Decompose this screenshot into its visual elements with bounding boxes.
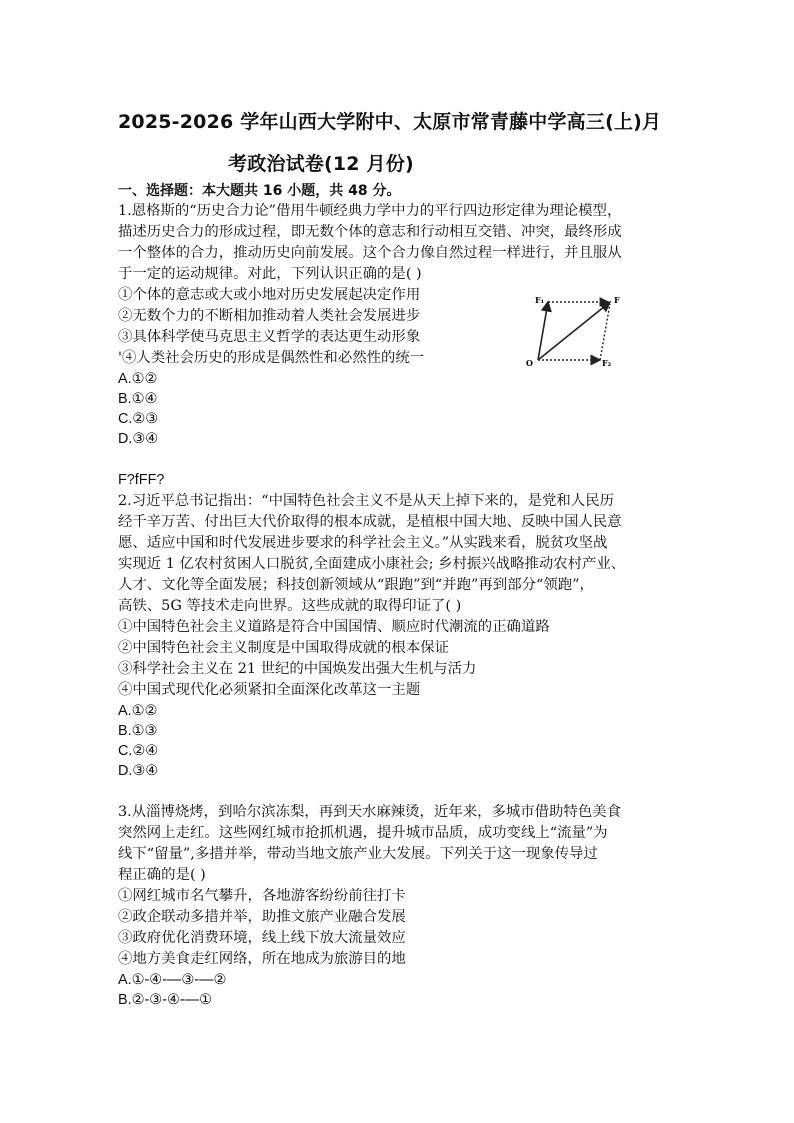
q2-statement: ④中国式现代化必须紧扣全面深化改革这一主题 <box>118 682 421 698</box>
q1-statement: '④人类社会历史的形成是偶然性和必然性的统一 <box>118 350 425 366</box>
section-heading: 一、选择题：本大题共 16 小题，共 48 分。 <box>118 183 401 199</box>
label-o: O <box>526 358 533 368</box>
label-f2: F₂ <box>602 358 612 368</box>
label-f1: F₁ <box>535 295 545 305</box>
q1-option-c: C.②③ <box>118 411 159 427</box>
q3-statement: ③政府优化消费环境，线上线下放大流量效应 <box>118 930 406 946</box>
q1-stem-line: 1.恩格斯的“历史合力论”借用牛顿经典力学中力的平行四边形定律为理论模型， <box>118 203 622 219</box>
q1-statement: ②无数个力的不断相加推动着人类社会发展进步 <box>118 308 421 324</box>
q2-option-c: C.②④ <box>118 743 159 759</box>
q2-stem-line: 2.习近平总书记指出：“中国特色社会主义不是从天上掉下来的，是党和人民历 <box>118 493 614 509</box>
stray-text: F?fFF? <box>118 472 165 488</box>
force-parallelogram-diagram <box>520 290 630 370</box>
force-f1-arrow <box>538 302 548 360</box>
q2-statement: ③科学社会主义在 21 世纪的中国焕发出强大生机与活力 <box>118 661 477 677</box>
q2-option-a: A.①② <box>118 703 158 719</box>
q2-stem-line: 高铁、5G 等技术走向世界。这些成就的取得印证了( ) <box>118 598 462 614</box>
q3-stem-line: 3.从淄博烧烤，到哈尔滨冻梨，再到天水麻辣烫，近年来，多城市借助特色美食 <box>118 804 622 820</box>
resultant-force-arrow <box>538 302 610 360</box>
q3-statement: ②政企联动多措并举，助推文旅产业融合发展 <box>118 909 406 925</box>
q2-stem-line: 愿、适应中国和时代发展进步要求的科学社会主义。”从实践来看，脱贫攻坚战 <box>118 535 608 551</box>
q1-stem-line: 一个整体的合力，推动历史向前发展。这个合力像自然过程一样进行，并且服从 <box>118 245 622 261</box>
q3-stem-line: 线下“留量”,多措并举，带动当地文旅产业大发展。下列关于这一现象传导过 <box>118 846 598 862</box>
q1-option-b: B.①④ <box>118 391 158 407</box>
q2-stem-line: 人才、文化等全面发展；科技创新领域从“跟跑”到“并跑”再到部分“领跑”， <box>118 577 594 593</box>
q1-option-a: A.①② <box>118 371 158 387</box>
label-f: F <box>614 295 620 305</box>
q3-stem-line: 突然网上走红。这些网红城市抢抓机遇，提升城市品质，成功变线上“流量”为 <box>118 825 608 841</box>
q3-statement: ④地方美食走红网络，所在地成为旅游目的地 <box>118 951 406 967</box>
q1-option-d: D.③④ <box>118 431 159 447</box>
q3-stem-line: 程正确的是( ) <box>118 867 206 883</box>
q3-statement: ①网红城市名气攀升，各地游客纷纷前往打卡 <box>118 888 406 904</box>
q2-statement: ①中国特色社会主义道路是符合中国国情、顺应时代潮流的正确道路 <box>118 619 550 635</box>
q2-option-d: D.③④ <box>118 763 159 779</box>
q2-stem-line: 实现近 1 亿农村贫困人口脱贫,全面建成小康社会; 乡村振兴战略推动农村产业、 <box>118 556 626 572</box>
exam-title-line-2: 考政治试卷(12 月份) <box>228 153 414 175</box>
q1-statement: ③具体科学使马克思主义哲学的表达更生动形象 <box>118 329 421 345</box>
exam-title-line-1: 2025-2026 学年山西大学附中、太原市常青藤中学高三(上)月 <box>118 111 662 133</box>
q2-stem-line: 经千辛万苦、付出巨大代价取得的根本成就，是植根中国大地、反映中国人民意 <box>118 514 622 530</box>
q3-option-a: A.①-④-—③-—② <box>118 972 227 988</box>
q1-stem-line: 于一定的运动规律。对此，下列认识正确的是( ) <box>118 266 422 282</box>
q3-option-b: B.②-③-④-—① <box>118 992 212 1008</box>
q1-stem-line: 描述历史合力的形成过程，即无数个体的意志和行动相互交错、冲突，最终形成 <box>118 224 622 240</box>
q1-statement: ①个体的意志或大或小地对历史发展起决定作用 <box>118 287 421 303</box>
parallel-dashed-right <box>600 304 610 360</box>
q2-statement: ②中国特色社会主义制度是中国取得成就的根本保证 <box>118 640 449 656</box>
q2-option-b: B.①③ <box>118 723 158 739</box>
